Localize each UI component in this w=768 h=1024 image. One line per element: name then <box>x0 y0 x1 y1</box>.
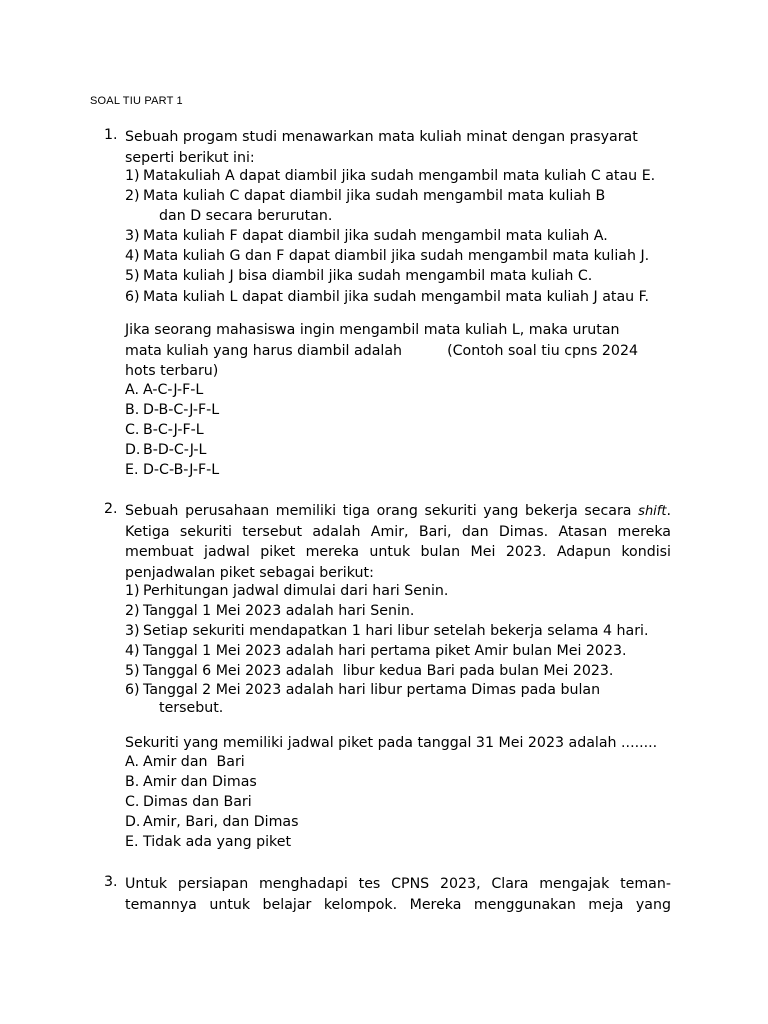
question-1-conditions <box>125 166 673 307</box>
option-text: Amir, Bari, dan Dimas <box>143 814 299 831</box>
condition-number: 1) <box>125 583 140 599</box>
question-2-stem-line <box>125 501 671 522</box>
question-2-prompt-line: Sekuriti yang memiliki jadwal piket pada tanggal 31 Mei 2023 adalah ........ <box>125 735 658 751</box>
option-text: D-B-C-J-F-L <box>143 402 220 419</box>
question-3-stem <box>125 874 671 915</box>
stem-text: Sebuah perusahaan memiliki tiga orang sekuriti yang bekerja secara <box>125 503 632 519</box>
condition-continuation: tersebut. <box>159 700 224 717</box>
question-1-options <box>125 380 219 480</box>
condition-text: Tanggal 2 Mei 2023 adalah hari libur pertama Dimas pada bulan <box>143 682 601 699</box>
question-1-prompt-line: hots terbaru) <box>125 363 219 379</box>
condition-text: Tanggal 1 Mei 2023 adalah hari Senin. <box>143 603 415 620</box>
condition-item <box>125 186 673 226</box>
option-letter: D. <box>125 814 141 831</box>
condition-item <box>125 266 673 286</box>
condition-text: Perhitungan jadwal dimulai dari hari Senin. <box>143 583 449 599</box>
option-letter: C. <box>125 422 140 439</box>
question-1-stem-line: Sebuah progam studi menawarkan mata kuliah minat dengan prasyarat <box>125 129 638 145</box>
option-text: A-C-J-F-L <box>143 382 204 398</box>
option-letter: C. <box>125 794 140 811</box>
condition-number: 6) <box>125 682 140 699</box>
condition-number: 3) <box>125 228 140 245</box>
answer-option <box>125 752 299 772</box>
option-text: B-D-C-J-L <box>143 442 207 459</box>
answer-option <box>125 460 219 480</box>
question-2-number: 2. <box>104 501 118 517</box>
condition-item <box>125 641 673 661</box>
condition-item <box>125 621 673 641</box>
option-letter: A. <box>125 754 139 770</box>
condition-text: Mata kuliah L dapat diambil jika sudah mengambil mata kuliah J atau F. <box>143 288 650 305</box>
question-2-stem-line: penjadwalan piket sebagai berikut: <box>125 564 374 581</box>
answer-option <box>125 440 219 460</box>
condition-number: 6) <box>125 288 140 305</box>
condition-text: Setiap sekuriti mendapatkan 1 hari libur setelah bekerja selama 4 hari. <box>143 623 649 640</box>
condition-item <box>125 287 673 307</box>
answer-option <box>125 400 219 420</box>
answer-option <box>125 420 219 440</box>
option-letter: B. <box>125 774 140 791</box>
stem-punct: . <box>666 503 671 519</box>
question-2-stem <box>125 501 671 583</box>
question-1-number: 1. <box>104 127 118 143</box>
question-1-prompt <box>125 320 671 382</box>
condition-number: 1) <box>125 168 140 184</box>
condition-item <box>125 681 673 717</box>
option-letter: E. <box>125 834 139 851</box>
condition-number: 2) <box>125 188 140 205</box>
condition-item <box>125 581 673 601</box>
option-letter: E. <box>125 462 139 479</box>
condition-item <box>125 246 673 266</box>
condition-text: Tanggal 1 Mei 2023 adalah hari pertama piket Amir bulan Mei 2023. <box>143 643 627 660</box>
condition-text: Matakuliah A dapat diambil jika sudah mengambil mata kuliah C atau E. <box>143 168 656 184</box>
option-text: D-C-B-J-F-L <box>143 462 220 479</box>
condition-number: 5) <box>125 268 140 285</box>
condition-number: 3) <box>125 623 140 640</box>
question-1-stem-line: seperti berikut ini: <box>125 149 255 166</box>
option-text: Amir dan Dimas <box>143 774 257 791</box>
condition-item <box>125 166 673 186</box>
condition-number: 4) <box>125 643 140 660</box>
option-text: Dimas dan Bari <box>143 794 252 811</box>
condition-item <box>125 226 673 246</box>
condition-text: Mata kuliah J bisa diambil jika sudah mengambil mata kuliah C. <box>143 268 593 285</box>
condition-text: Mata kuliah G dan F dapat diambil jika sudah mengambil mata kuliah J. <box>143 248 650 265</box>
question-2-options <box>125 752 299 852</box>
question-1-prompt-line: mata kuliah yang harus diambil adalah (Contoh soal tiu cpns 2024 <box>125 342 639 359</box>
answer-option <box>125 832 299 852</box>
condition-number: 2) <box>125 603 140 620</box>
question-3-stem-line: temannya untuk belajar kelompok. Mereka menggunakan meja yang <box>125 896 671 913</box>
option-text: Tidak ada yang piket <box>143 834 292 851</box>
answer-option <box>125 380 219 400</box>
answer-option <box>125 772 299 792</box>
question-2-conditions <box>125 581 673 717</box>
option-text: Amir dan Bari <box>143 754 245 770</box>
condition-number: 4) <box>125 248 140 265</box>
question-1-prompt-line: Jika seorang mahasiswa ingin mengambil mata kuliah L, maka urutan <box>125 322 620 338</box>
option-letter: A. <box>125 382 139 398</box>
condition-text: Tanggal 6 Mei 2023 adalah libur kedua Bari pada bulan Mei 2023. <box>143 663 614 680</box>
answer-option <box>125 812 299 832</box>
option-letter: B. <box>125 402 140 419</box>
condition-text: Mata kuliah F dapat diambil jika sudah mengambil mata kuliah A. <box>143 228 608 245</box>
answer-option <box>125 792 299 812</box>
question-2-stem-line: Ketiga sekuriti tersebut adalah Amir, Bari, dan Dimas. Atasan mereka <box>125 523 671 540</box>
question-2-prompt <box>125 733 671 754</box>
condition-item <box>125 601 673 621</box>
option-text: B-C-J-F-L <box>143 422 204 439</box>
condition-text: Mata kuliah C dapat diambil jika sudah mengambil mata kuliah B <box>143 188 606 205</box>
question-2-stem-line: membuat jadwal piket mereka untuk bulan Mei 2023. Adapun kondisi <box>125 544 671 560</box>
condition-number: 5) <box>125 663 140 680</box>
condition-item <box>125 661 673 681</box>
question-3-stem-line: Untuk persiapan menghadapi tes CPNS 2023, Clara mengajak teman- <box>125 876 671 892</box>
option-letter: D. <box>125 442 141 459</box>
condition-continuation: dan D secara berurutan. <box>159 208 333 225</box>
document-title: SOAL TIU PART 1 <box>90 95 183 107</box>
question-1-stem <box>125 127 671 168</box>
italic-term: shift <box>638 504 667 519</box>
question-3-number: 3. <box>104 874 118 890</box>
